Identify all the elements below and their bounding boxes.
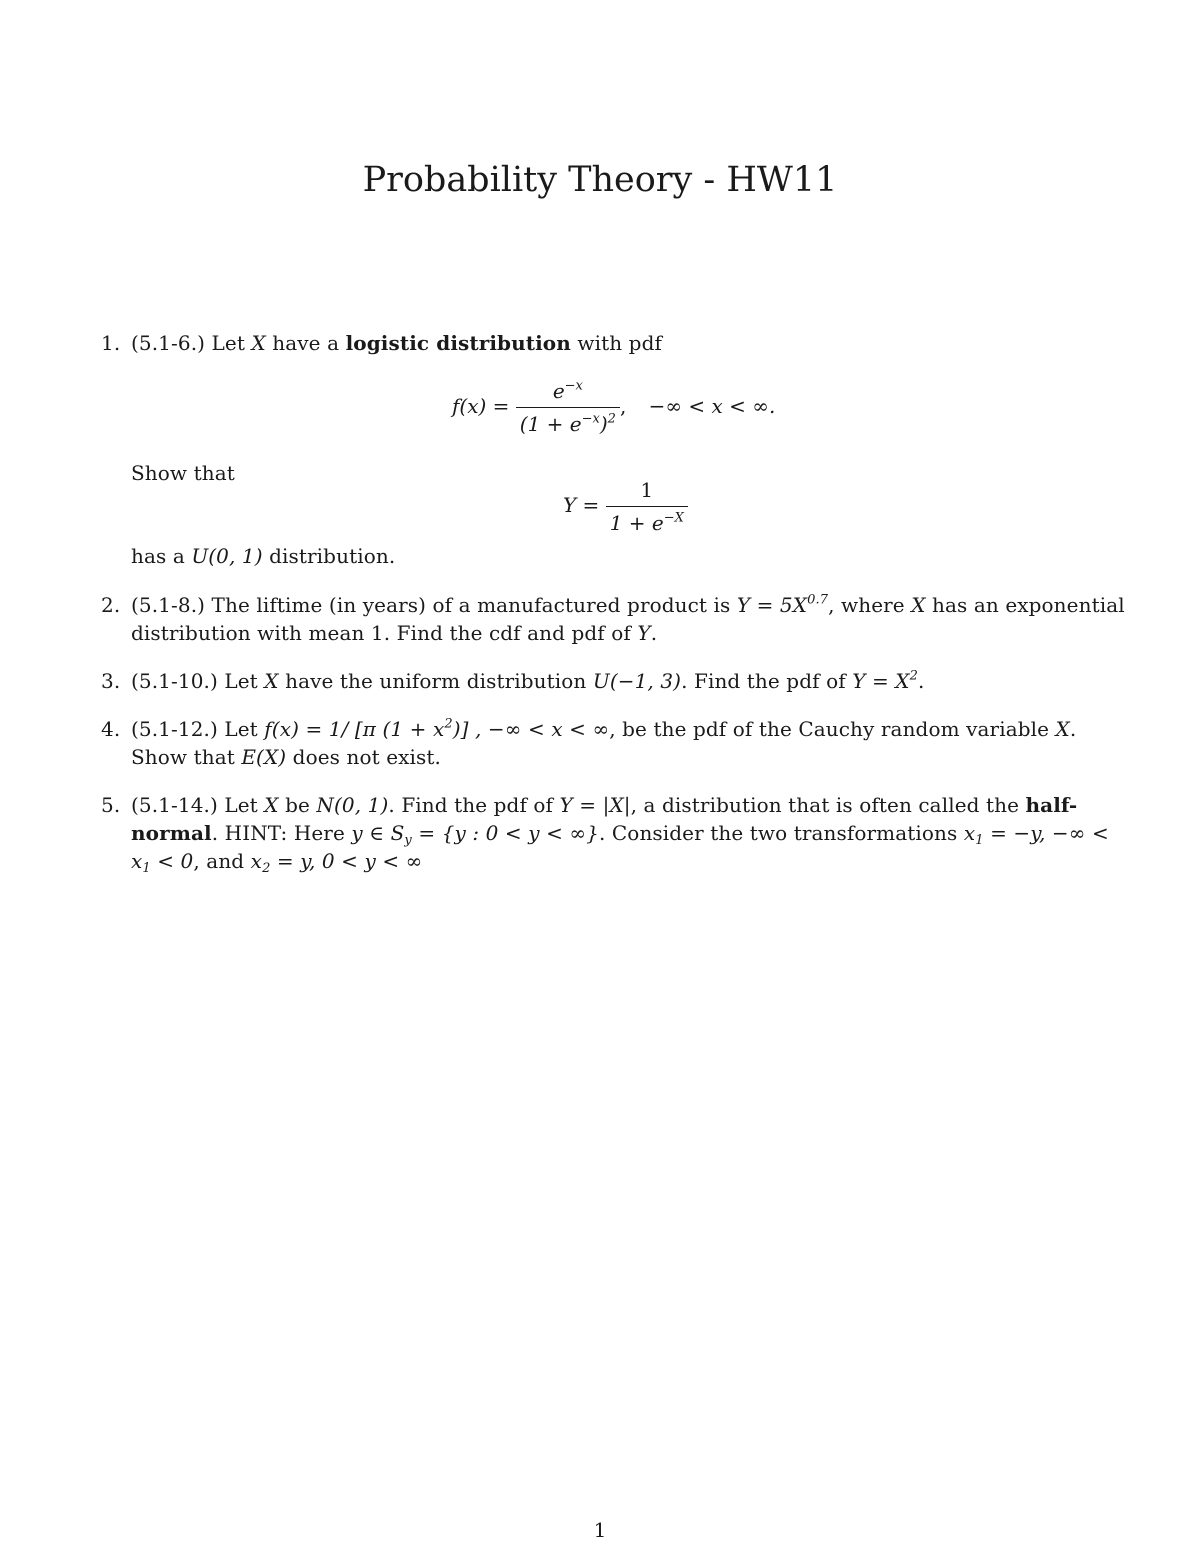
page-title: Probability Theory - HW11 [362, 160, 838, 200]
has-uniform-text: has a U(0, 1) distribution. [131, 544, 396, 568]
bold-term: logistic distribution [345, 331, 571, 355]
y-equation: Y = $\frac{1}{1 + e^{-X}}$ [563, 476, 688, 537]
pdf-equation: f(x) = $\frac{e^{-x}}{(1 + e^{-x})^2}$ , −∞ < x < ∞. [452, 378, 776, 436]
problem-number: 1. [101, 331, 121, 355]
y-fraction: $\frac{1}{1 + e^{-X}}$ [606, 476, 688, 537]
problem-number: 4. [101, 717, 121, 741]
pdf-fraction: $\frac{e^{-x}}{(1 + e^{-x})^2}$ [516, 377, 620, 438]
problem-number: 2. [101, 593, 121, 617]
problem-number: 5. [101, 793, 121, 817]
page-number: 1 [593, 1518, 607, 1542]
problem-number: 3. [101, 669, 121, 693]
show-that-text: Show that [131, 461, 235, 485]
document-page: Probability Theory - HW11 1. (5.1-6.) Let X have a logistic distribution with pdf f(x) = $\frac{e^{-x}}{(1 + e^{-x})^2}$ , −∞ < x < ∞. Show that Y = $\frac{1}{1 + e^{-X}}$ has a U(0, 1) distribution. 2. (5.1-8.) The liftime (in years) of a manufactured product is $Y = 5X^{0.7}$, where X has an exponential distribution with mean 1. Find the cdf and pdf of Y. 3. (5.1-10.) Let X have the uniform distribution U(−1, 3). Find the pdf of $Y = X^2$. 4. (5.1-12.) Let f(x) = 1/ [π $(1 + x^2)$] , −∞ < x < ∞, be the pdf of the Cauchy random variable X. Show that E(X) does not exist. 5. (5.1-14.) Let X be N(0, 1). Find the pdf of Y = |X|, a distribution that is often called the half- normal. HINT: Here y ∈ $S_y = \{y$ : 0 < y < ∞}. Consider the two transformations $x_1 = -y$, −∞ < $x_1 < 0$, and $x_2 = y$, 0 < y < ∞ 1 [0, 0, 1200, 1553]
